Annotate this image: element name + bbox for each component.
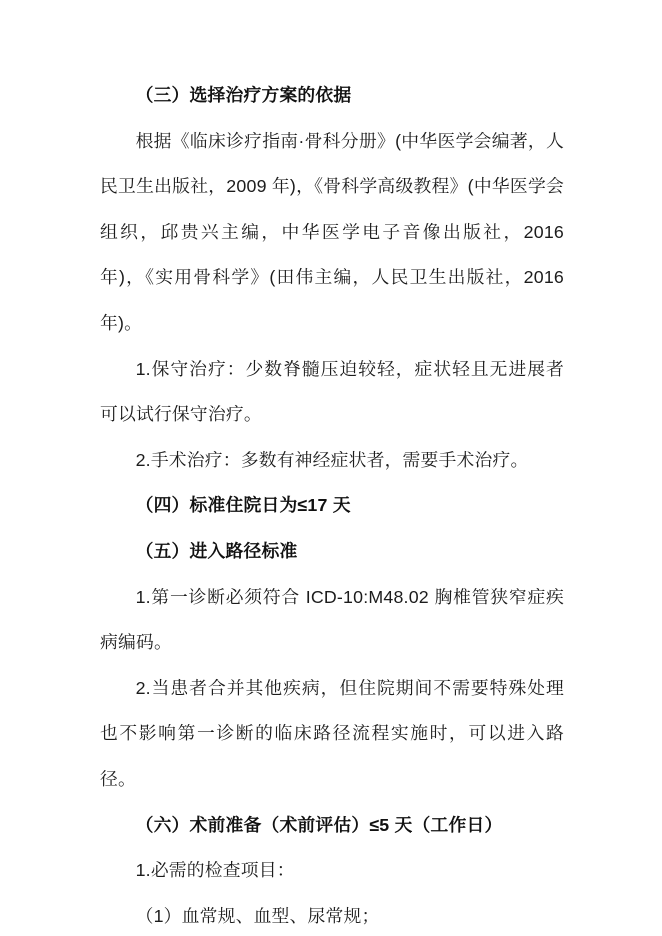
- body-paragraph: 根据《临床诊疗指南·骨科分册》(中华医学会编著，人民卫生出版社，2009 年)，《骨科学高级教程》(中华医学会组织，邱贵兴主编，中华医学电子音像出版社，2016 年)，《实用骨科学》(田伟主编，人民卫生出版社，2016 年)。: [100, 130, 564, 333]
- body-paragraph: （1）血常规、血型、尿常规；: [135, 905, 380, 926]
- section-heading: （五）进入路径标准: [135, 540, 298, 561]
- section-heading: （六）术前准备（术前评估）≤5 天（工作日）: [135, 814, 503, 835]
- body-paragraph: 1.必需的检查项目：: [135, 860, 295, 881]
- body-paragraph: 2.手术治疗：多数有神经症状者，需要手术治疗。: [135, 449, 529, 470]
- body-paragraph: 2.当患者合并其他疾病，但住院期间不需要特殊处理也不影响第一诊断的临床路径流程实施时，可以进入路径。: [100, 677, 564, 789]
- section-heading: （三）选择治疗方案的依据: [135, 85, 352, 105]
- body-paragraph: 1.保守治疗：少数脊髓压迫较轻，症状轻且无进展者可以试行保守治疗。: [100, 358, 564, 425]
- section-heading: （四）标准住院日为≤17 天: [135, 495, 351, 516]
- document-content: [100, 73, 564, 936]
- body-paragraph: 1.第一诊断必须符合 ICD-10:M48.02 胸椎管狭窄症疾病编码。: [100, 586, 564, 653]
